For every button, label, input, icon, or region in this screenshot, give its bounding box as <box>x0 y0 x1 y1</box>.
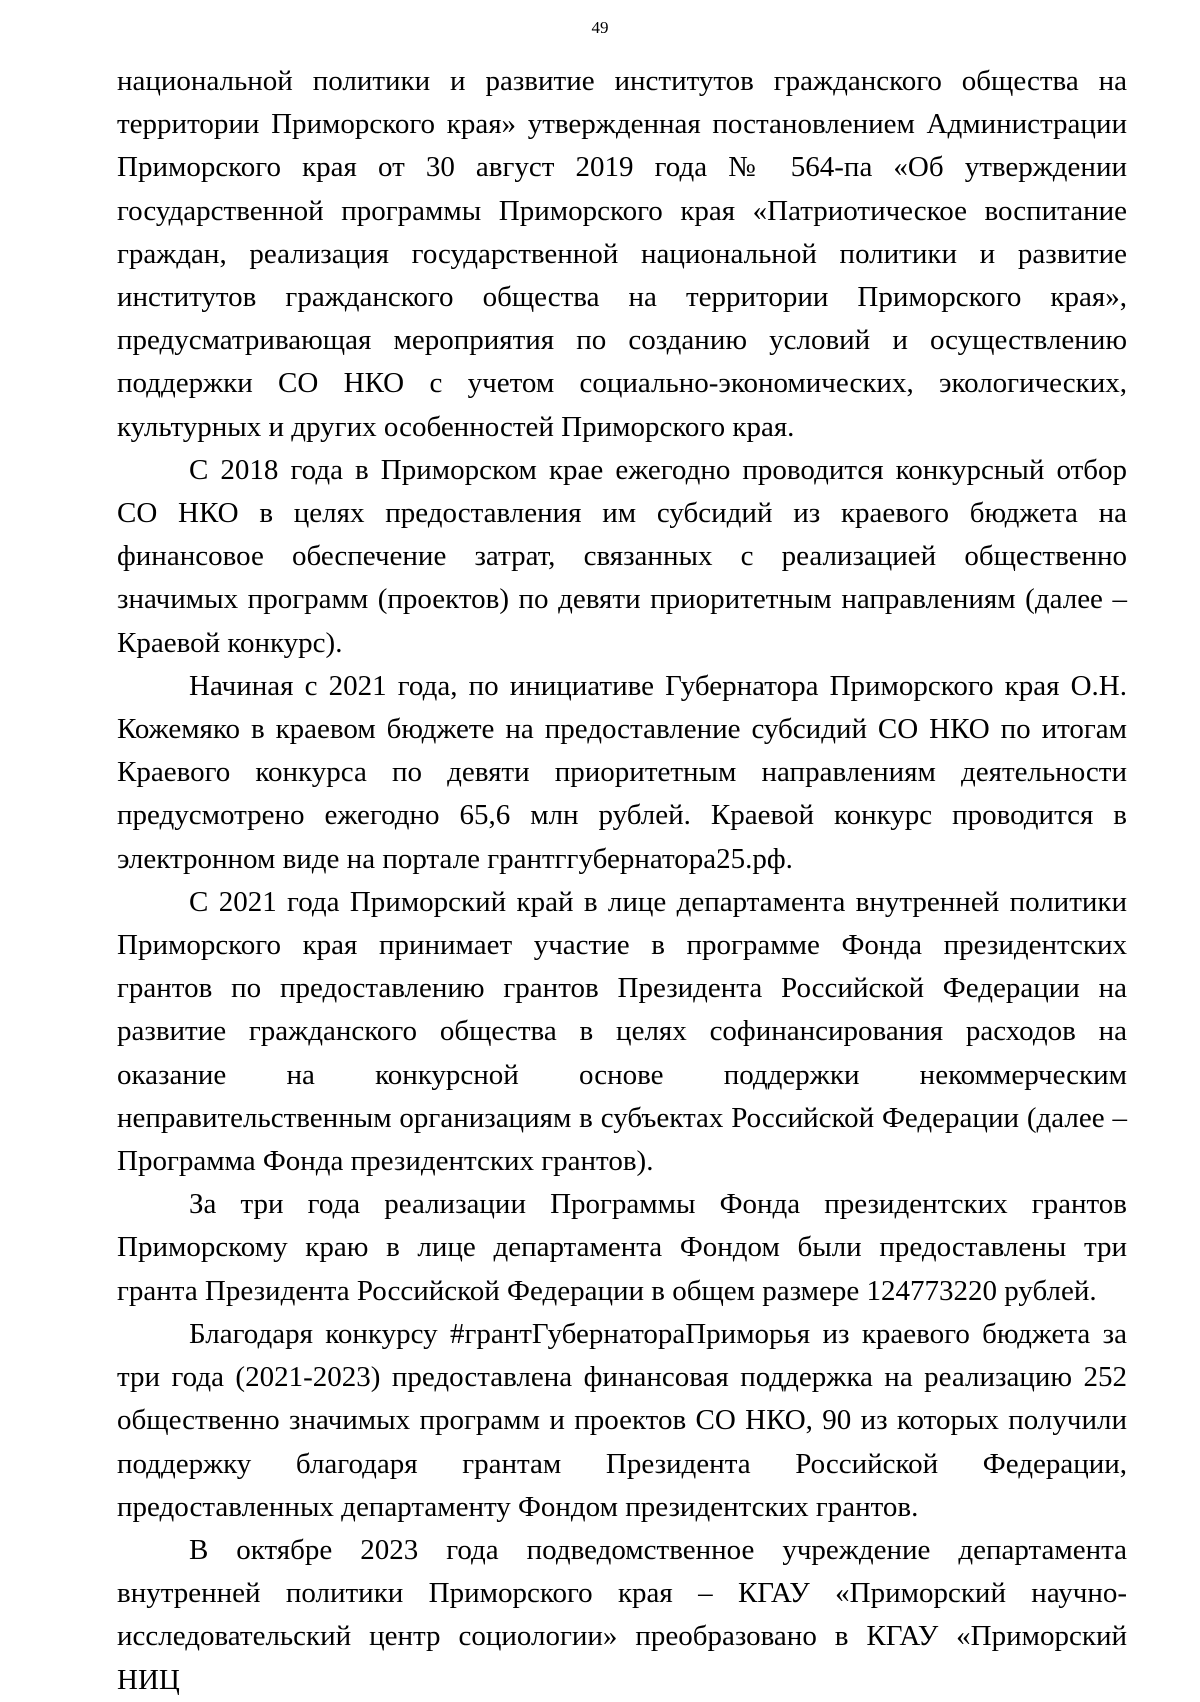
paragraph-7: В октябре 2023 года подведомственное учреждение департамента внутренней политики Приморского края – КГАУ «Приморский научно-исследовательский центр социологии» преобразовано в КГАУ «Приморский НИЦ <box>117 1533 1127 1696</box>
paragraph-4: С 2021 года Приморский край в лице департамента внутренней политики Приморского края принимает участие в программе Фонда президентских грантов по предоставлению грантов Президента Российской Федерации на развитие гражданского общества в целях софинансирования расходов на оказание на конкурсной основе поддержки некоммерческим неправительственным организациям в субъектах Российской Федерации (далее – Программа Фонда президентских грантов). <box>117 885 1127 1178</box>
paragraph-2: С 2018 года в Приморском крае ежегодно проводится конкурсный отбор СО НКО в целях предоставления им субсидий из краевого бюджета на финансовое обеспечение затрат, связанных с реализацией общественно значимых программ (проектов) по девяти приоритетным направлениям (далее – Краевой конкурс). <box>117 453 1127 659</box>
paragraph-5: За три года реализации Программы Фонда президентских грантов Приморскому краю в лице департамента Фондом были предоставлены три гранта Президента Российской Федерации в общем размере 124773220 рублей. <box>117 1188 1127 1307</box>
paragraph-1: национальной политики и развитие институтов гражданского общества на территории Приморского края» утвержденная постановлением Администрации Приморского края от 30 август 2019 года № 564-па «Об утверждении государственной программы Приморского края «Патриотическое воспитание граждан, реализация государственной национальной политики и развитие институтов гражданского общества на территории Приморского края», предусматривающая мероприятия по созданию условий и осуществлению поддержки СО НКО с учетом социально-экономических, экологических, культурных и других особенностей Приморского края. <box>117 65 1127 443</box>
paragraph-6: Благодаря конкурсу #грантГубернатораПриморья из краевого бюджета за три года (2021-2023) предоставлена финансовая поддержка на реализацию 252 общественно значимых программ и проектов СО НКО, 90 из которых получили поддержку благодаря грантам Президента Российской Федерации, предоставленных департаменту Фондом президентских грантов. <box>117 1317 1127 1523</box>
page-number: 49 <box>591 18 609 37</box>
document-body <box>117 60 1127 1702</box>
paragraph-3: Начиная с 2021 года, по инициативе Губернатора Приморского края О.Н. Кожемяко в краевом бюджете на предоставление субсидий СО НКО по итогам Краевого конкурса по девяти приоритетным направлениям деятельности предусмотрено ежегодно 65,6 млн рублей. Краевой конкурс проводится в электронном виде на портале грантггубернатора25.рф. <box>117 669 1127 875</box>
